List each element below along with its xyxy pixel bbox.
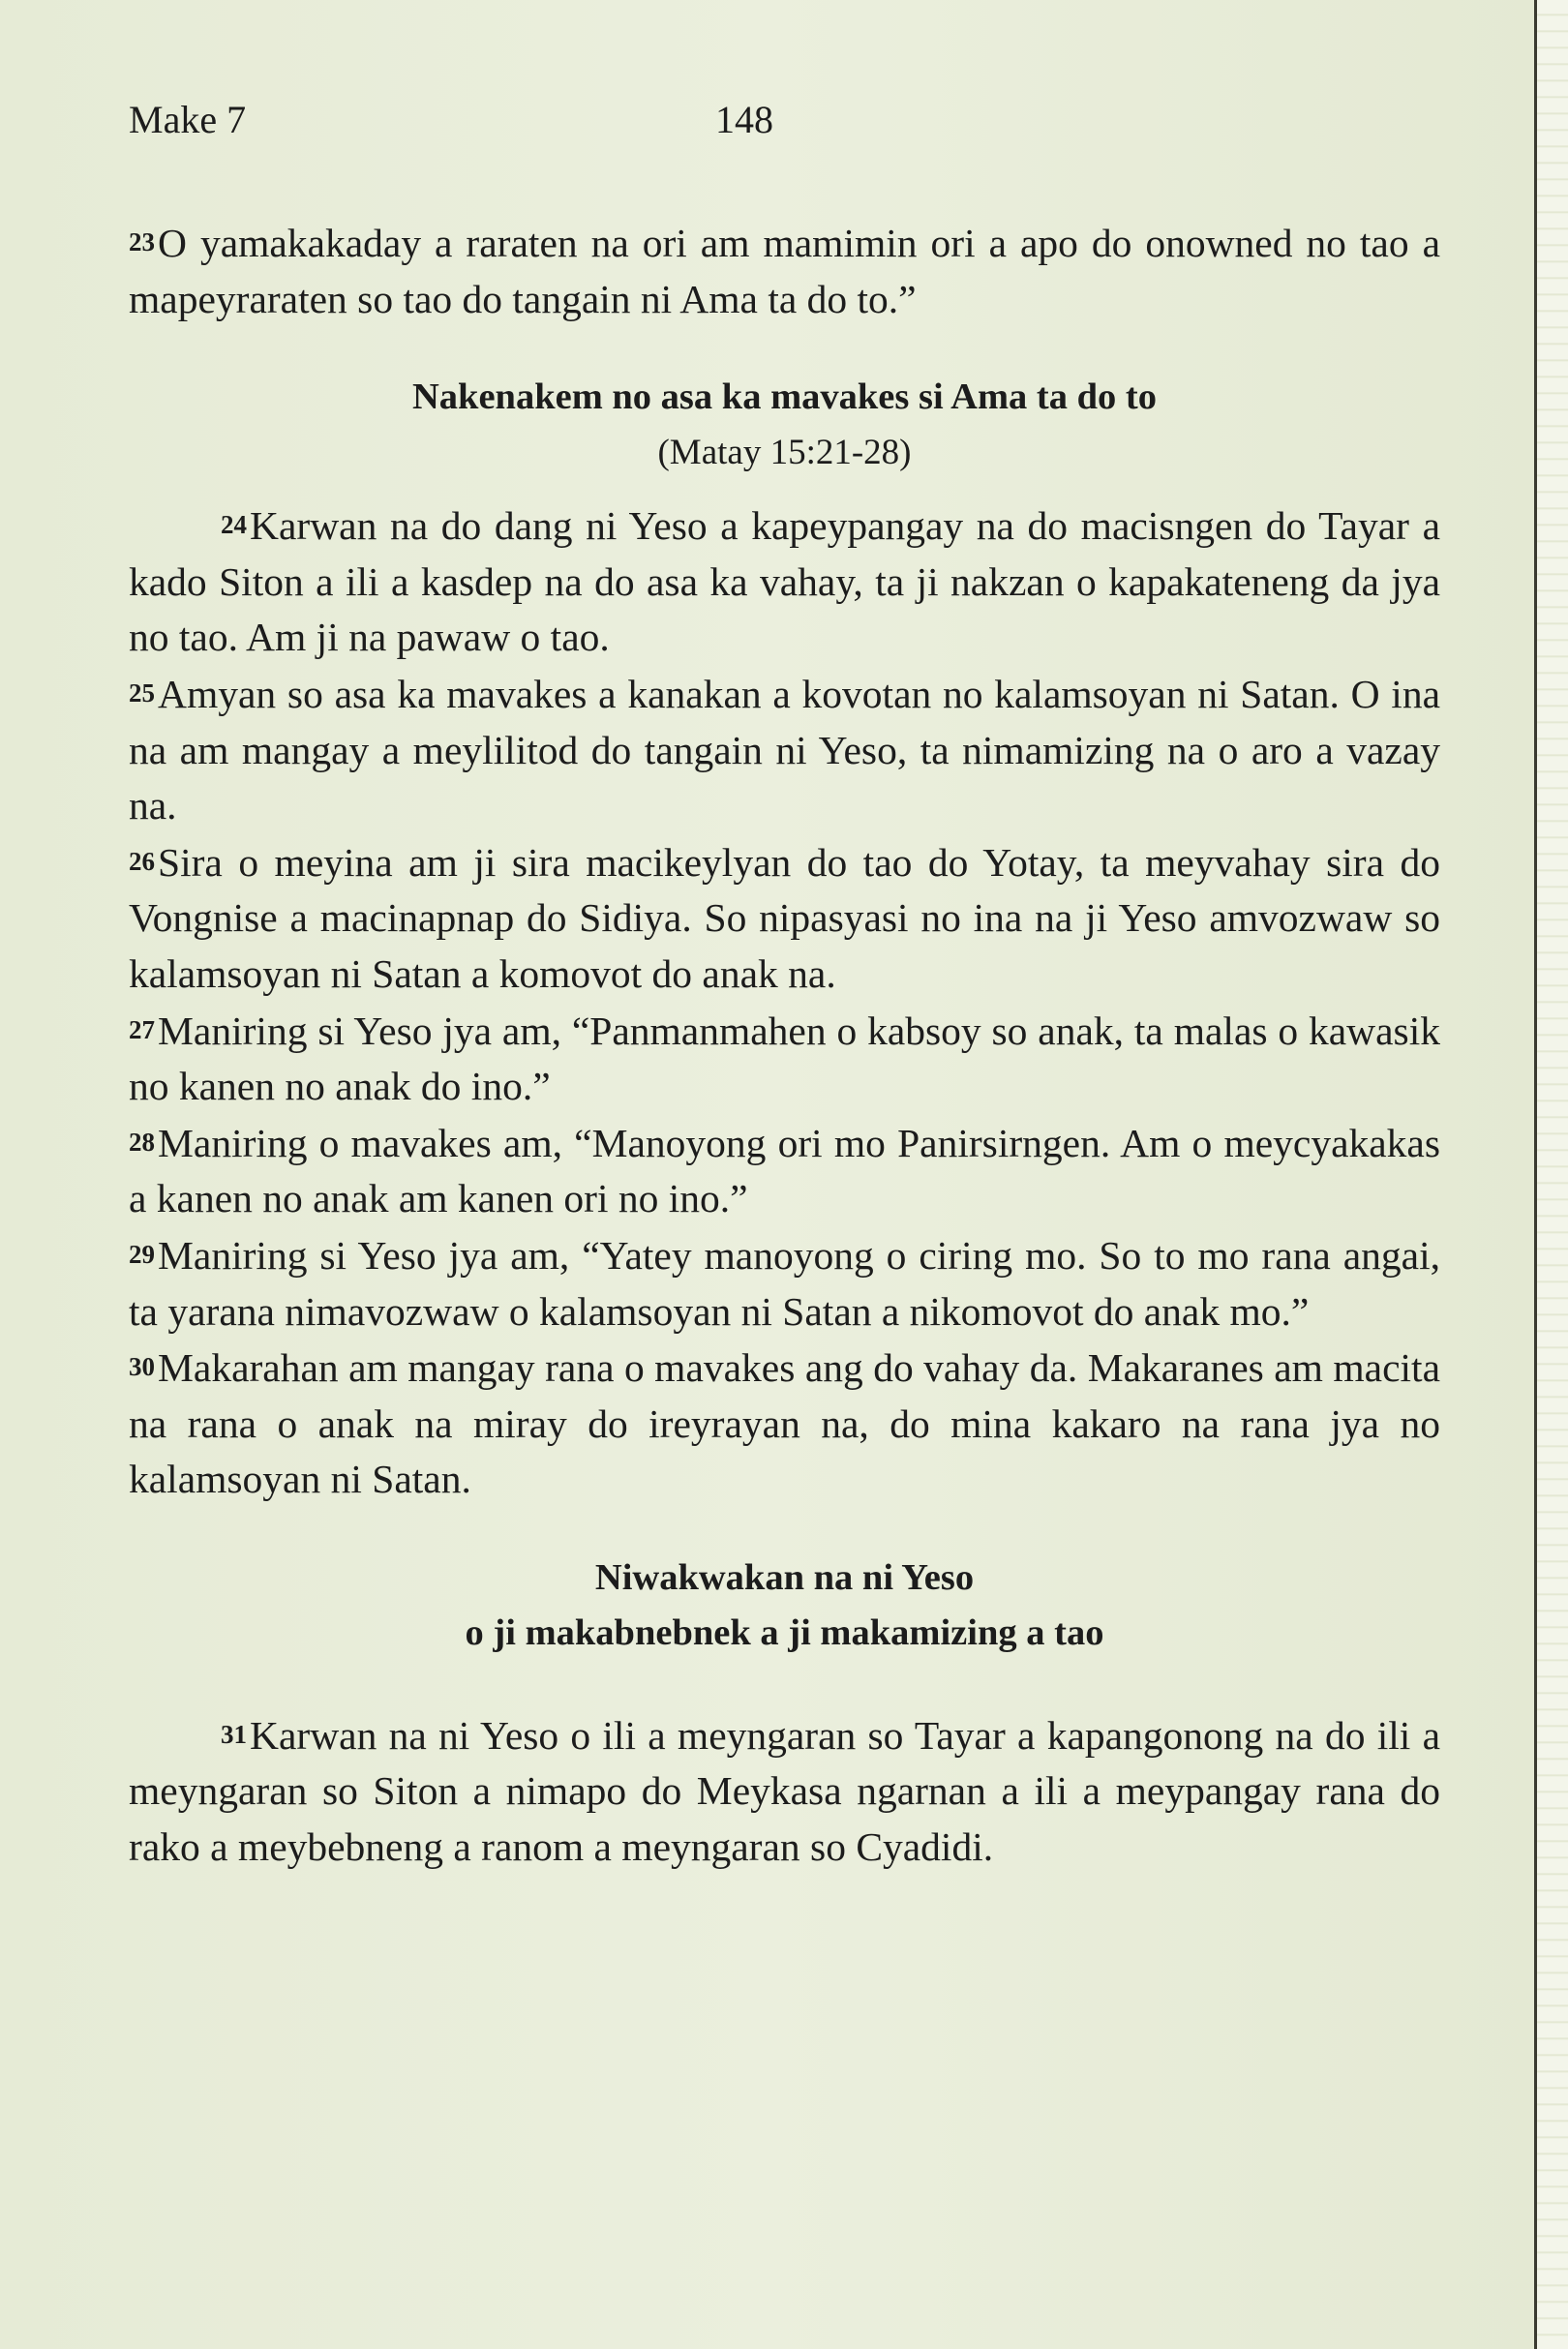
verse-text: Karwan na ni Yeso o ili a meyngaran so Tayar a kapangonong na do ili a meyngaran so Siton a nimapo do Meykasa ngarnan a ili a meypangay rana do rako a meybebneng a ranom a meyngaran so Cyadidi. [129,1712,1440,1870]
verse-number: 31 [221,1719,247,1749]
verse-30 [129,1340,1440,1508]
cross-reference: (Matay 15:21-28) [657,433,912,473]
verse-text: Makarahan am mangay rana o mavakes ang do vahay da. Makaranes am macita na rana o anak na miray do ireyrayan na, do mina kakaro na rana jya no kalamsoyan ni Satan. [129,1345,1440,1502]
page-number: 148 [715,98,773,141]
verse-number: 26 [129,846,155,876]
verse-number: 27 [129,1014,155,1044]
verse-text: O yamakakaday a raraten na ori am mamimin ori a apo do onowned no tao a mapeyraraten so tao do tangain ni Ama ta do to.” [129,221,1440,321]
book-chapter-label: Make 7 [129,98,247,141]
verse-text: Sira o meyina am ji sira macikeylyan do tao do Yotay, ta meyvahay sira do Vongnise a macinapnap do Sidiya. So nipasyasi no ina na ji Yeso amvozwaw so kalamsoyan ni Satan a komovot do anak na. [129,839,1440,996]
verse-23 [129,215,1440,327]
verse-text: Maniring si Yeso jya am, “Panmanmahen o kabsoy so anak, ta malas o kawasik no kanen no anak do ino.” [129,1008,1440,1109]
verse-28 [129,1115,1440,1227]
verse-number: 25 [129,678,155,708]
verse-number: 24 [221,510,247,540]
verse-number: 28 [129,1127,155,1157]
verse-number: 29 [129,1239,155,1269]
verse-number: 23 [129,227,155,256]
verse-24 [129,497,1440,666]
verse-29 [129,1227,1440,1340]
verse-text: Maniring o mavakes am, “Manoyong ori mo Panirsirngen. Am o meycyakakas a kanen no anak am kanen ori no ino.” [129,1120,1440,1221]
verse-text: Maniring si Yeso jya am, “Yatey manoyong o ciring mo. So to mo rana angai, ta yarana nimavozwaw o kalamsoyan ni Satan a nikomovot do anak mo.” [129,1232,1440,1334]
section-heading: Nakenakem no asa ka mavakes si Ama ta do to [411,376,1157,418]
verse-text: Amyan so asa ka mavakes a kanakan a kovotan no kalamsoyan ni Satan. O ina na am mangay a meylilitod do tangain ni Yeso, ta nimamizing na o aro a vazay na. [129,671,1440,828]
section-heading-line-1: Niwakwakan na ni Yeso [594,1556,975,1598]
verse-26 [129,834,1440,1003]
section-heading-line-2: o ji makabnebnek a ji makamizing a tao [465,1611,1104,1653]
running-header [129,97,1435,145]
page-edge [1534,0,1568,2349]
verse-number: 30 [129,1352,155,1382]
verse-text: Karwan na do dang ni Yeso a kapeypangay na do macisngen do Tayar a kado Siton a ili a kasdep na do asa ka vahay, ta ji nakzan o kapakateneng da jya no tao. Am ji na pawaw o tao. [129,503,1440,660]
verse-25 [129,666,1440,834]
verse-31 [129,1707,1440,1876]
verse-27 [129,1003,1440,1115]
page-body [129,215,1440,1876]
